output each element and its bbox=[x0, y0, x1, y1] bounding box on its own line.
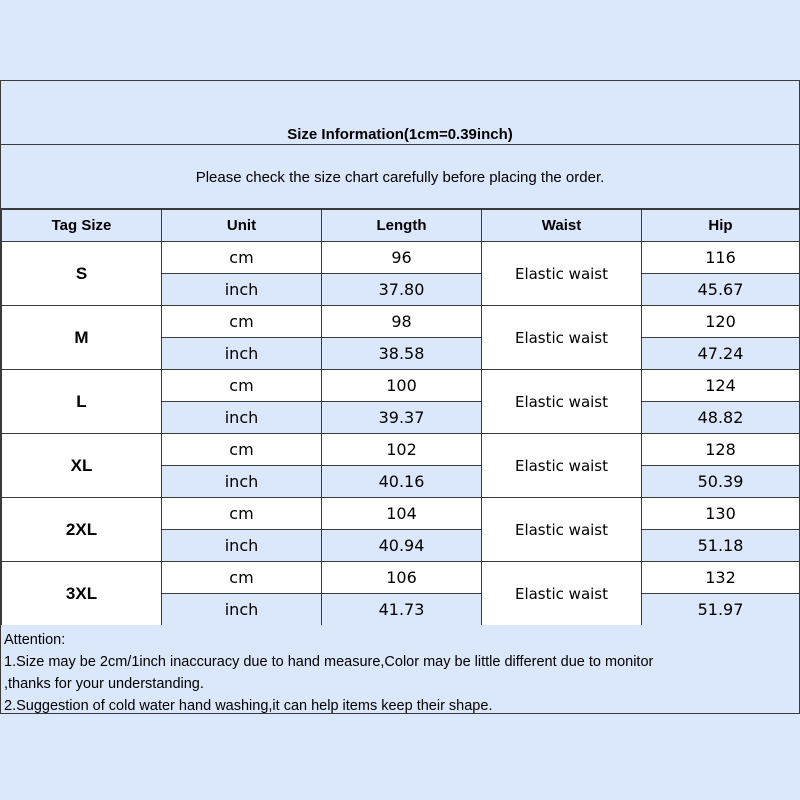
chart-title: Size Information(1cm=0.39inch) bbox=[287, 126, 513, 143]
waist-cell: Elastic waist bbox=[482, 242, 642, 306]
unit-inch-cell: inch bbox=[162, 338, 322, 370]
length-cm-cell: 96 bbox=[322, 242, 482, 274]
hip-inch-cell: 50.39 bbox=[642, 466, 800, 498]
title-row bbox=[1, 81, 799, 145]
length-cm-cell: 102 bbox=[322, 434, 482, 466]
unit-inch-cell: inch bbox=[162, 530, 322, 562]
unit-cm-cell: cm bbox=[162, 562, 322, 594]
chart-subtitle: Please check the size chart carefully before placing the order. bbox=[195, 169, 605, 186]
attention-line-2: ,thanks for your understanding. bbox=[4, 676, 204, 692]
length-inch-cell: 38.58 bbox=[322, 338, 482, 370]
hip-cm-cell: 128 bbox=[642, 434, 800, 466]
attention-line-1: 1.Size may be 2cm/1inch inaccuracy due to hand measure,Color may be little different due to monitor bbox=[4, 654, 654, 670]
hip-cm-cell: 120 bbox=[642, 306, 800, 338]
length-inch-cell: 39.37 bbox=[322, 402, 482, 434]
tag-size-cell: XL bbox=[2, 434, 162, 498]
length-inch-cell: 41.73 bbox=[322, 594, 482, 626]
unit-inch-cell: inch bbox=[162, 274, 322, 306]
attention-notes bbox=[1, 625, 799, 713]
length-inch-cell: 40.94 bbox=[322, 530, 482, 562]
hip-cm-cell: 124 bbox=[642, 370, 800, 402]
table-row bbox=[2, 370, 800, 402]
hip-inch-cell: 51.18 bbox=[642, 530, 800, 562]
size-rows bbox=[2, 242, 800, 626]
waist-cell: Elastic waist bbox=[482, 306, 642, 370]
table-row bbox=[2, 306, 800, 338]
tag-size-cell: S bbox=[2, 242, 162, 306]
length-cm-cell: 104 bbox=[322, 498, 482, 530]
hip-cm-cell: 132 bbox=[642, 562, 800, 594]
table-row bbox=[2, 498, 800, 530]
hip-cm-cell: 130 bbox=[642, 498, 800, 530]
waist-cell: Elastic waist bbox=[482, 434, 642, 498]
size-chart bbox=[0, 80, 800, 714]
length-cm-cell: 106 bbox=[322, 562, 482, 594]
unit-cm-cell: cm bbox=[162, 370, 322, 402]
header-row bbox=[2, 210, 800, 242]
length-cm-cell: 100 bbox=[322, 370, 482, 402]
table-row bbox=[2, 562, 800, 594]
unit-cm-cell: cm bbox=[162, 306, 322, 338]
length-inch-cell: 40.16 bbox=[322, 466, 482, 498]
hip-inch-cell: 48.82 bbox=[642, 402, 800, 434]
hip-inch-cell: 45.67 bbox=[642, 274, 800, 306]
subtitle-row bbox=[1, 145, 799, 209]
tag-size-cell: L bbox=[2, 370, 162, 434]
table-row bbox=[2, 434, 800, 466]
unit-cm-cell: cm bbox=[162, 434, 322, 466]
waist-cell: Elastic waist bbox=[482, 370, 642, 434]
unit-inch-cell: inch bbox=[162, 466, 322, 498]
unit-cm-cell: cm bbox=[162, 242, 322, 274]
hip-cm-cell: 116 bbox=[642, 242, 800, 274]
length-cm-cell: 98 bbox=[322, 306, 482, 338]
attention-line-3: 2.Suggestion of cold water hand washing,it can help items keep their shape. bbox=[4, 698, 493, 714]
hip-inch-cell: 47.24 bbox=[642, 338, 800, 370]
tag-size-cell: 3XL bbox=[2, 562, 162, 626]
waist-cell: Elastic waist bbox=[482, 498, 642, 562]
hip-inch-cell: 51.97 bbox=[642, 594, 800, 626]
header-tag-size: Tag Size bbox=[2, 210, 162, 242]
unit-inch-cell: inch bbox=[162, 594, 322, 626]
size-table bbox=[1, 209, 800, 626]
tag-size-cell: M bbox=[2, 306, 162, 370]
unit-inch-cell: inch bbox=[162, 402, 322, 434]
header-hip: Hip bbox=[642, 210, 800, 242]
header-length: Length bbox=[322, 210, 482, 242]
header-waist: Waist bbox=[482, 210, 642, 242]
attention-heading: Attention: bbox=[4, 632, 66, 648]
header-unit: Unit bbox=[162, 210, 322, 242]
waist-cell: Elastic waist bbox=[482, 562, 642, 626]
unit-cm-cell: cm bbox=[162, 498, 322, 530]
tag-size-cell: 2XL bbox=[2, 498, 162, 562]
length-inch-cell: 37.80 bbox=[322, 274, 482, 306]
table-row bbox=[2, 242, 800, 274]
